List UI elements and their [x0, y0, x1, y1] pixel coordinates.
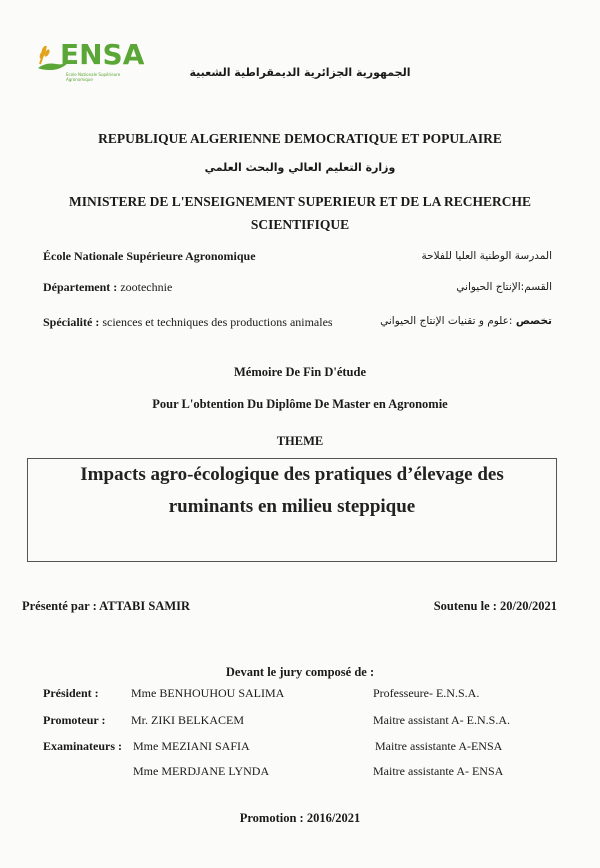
jury-name: Mr. ZIKI BELKACEM: [131, 713, 244, 727]
specialty-arabic-value: :علوم و تقنيات الإنتاج الحيواني: [380, 315, 513, 327]
logo-text: ENSA: [60, 38, 145, 71]
department-label: Département :: [43, 280, 118, 294]
promotion: Promotion : 2016/2021: [239, 811, 361, 825]
memoire-purpose: Pour L'obtention Du Diplôme De Master en Agronomie: [152, 397, 448, 411]
specialty-arabic: [380, 315, 552, 327]
school-french: École Nationale Supérieure Agronomique: [43, 249, 256, 263]
theme-box: [27, 458, 557, 562]
jury-name: Mme MEZIANI SAFIA: [133, 739, 250, 753]
jury-role: Examinateurs :: [43, 739, 122, 753]
jury-title: Maitre assistant A- E.N.S.A.: [373, 713, 510, 727]
ministry-french-line1: MINISTERE DE L'ENSEIGNEMENT SUPERIEUR ET DE LA RECHERCHE: [69, 194, 531, 209]
ministry-arabic: وزارة التعليم العالي والبحث العلمي: [204, 161, 396, 174]
department-value: zootechnie: [120, 280, 173, 294]
specialty-label: Spécialité :: [43, 315, 100, 329]
presented-by: Présenté par : ATTABI SAMIR: [22, 599, 191, 613]
jury-role: Président :: [43, 686, 99, 700]
jury-role: Promoteur :: [43, 713, 106, 727]
memoire-title: Mémoire De Fin D'étude: [233, 365, 367, 379]
defended-on: Soutenu le : 20/20/2021: [433, 599, 557, 613]
theme-label: THEME: [276, 434, 324, 448]
ministry-french-line2: SCIENTIFIQUE: [250, 217, 350, 232]
specialty-value: sciences et techniques des productions animales: [102, 315, 333, 329]
jury-title: Professeure- E.N.S.A.: [373, 686, 480, 700]
specialty-row: [43, 315, 333, 330]
jury-heading: Devant le jury composé de :: [225, 665, 375, 679]
theme-title-line2: ruminants en milieu steppique: [168, 496, 416, 517]
ensa-logo: [30, 28, 145, 84]
republic-arabic: الجمهورية الجزائرية الديمقراطية الشعبية: [189, 66, 411, 79]
jury-title: Maitre assistante A-ENSA: [375, 739, 503, 753]
theme-title-line1: Impacts agro-écologique des pratiques d’élevage des: [80, 464, 504, 485]
logo-subtitle: Ecole Nationale Supérieure Agronomique: [66, 72, 121, 82]
jury-name: Mme BENHOUHOU SALIMA: [131, 686, 285, 700]
department-arabic: القسم:الإنتاج الحيواني: [456, 281, 552, 293]
republic-french: REPUBLIQUE ALGERIENNE DEMOCRATIQUE ET POPULAIRE: [98, 131, 502, 146]
department-row: [43, 280, 172, 295]
jury-title: Maitre assistante A- ENSA: [373, 764, 504, 778]
school-arabic: المدرسة الوطنية العليا للفلاحة: [421, 250, 552, 262]
jury-name: Mme MERDJANE LYNDA: [133, 764, 270, 778]
specialty-arabic-label: تخصص: [515, 315, 552, 327]
